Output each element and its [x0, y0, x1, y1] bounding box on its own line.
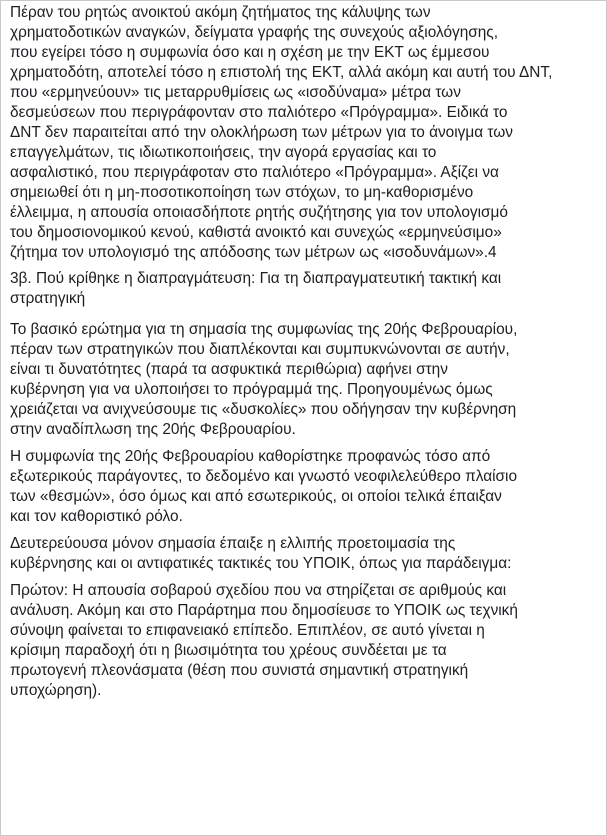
paragraph-basic-question: Το βασικό ερώτημα για τη σημασία της συμφωνίας της 20ής Φεβρουαρίου, πέραν των στρατηγικών που διαπλέκονται και συμπυκνώνονται σε αυτήν, είναι τι δυνατότητες (παρά τα ασφυκτικά περιθώρια) αφήνει στην κυβέρνηση για να υλοποιήσει το πρόγραμμά της. Προηγουμένως όμως χρειάζεται να ανιχνεύσουμε τις «δυσκολίες» που οδήγησαν την κυβέρνηση στην αναδίπλωση της 20ής Φεβρουαρίου.: [10, 321, 518, 438]
paragraph-agreement-factors: Η συμφωνία της 20ής Φεβρουαρίου καθορίστηκε προφανώς τόσο από εξωτερικούς παράγοντες, το δεδομένο και γνωστό νεοφιλελεύθερο πλαίσιο των «θεσμών», όσο όμως και από εσωτερικούς, οι οποίοι τελικά έπαιξαν και τον καθοριστικό ρόλο.: [10, 448, 518, 525]
paragraph-first-point: Πρώτον: Η απουσία σοβαρού σχεδίου που να στηρίζεται σε αριθμούς και ανάλυση. Ακόμη και στο Παράρτημα που δημοσίευσε το ΥΠΟΙΚ ως τεχνική σύνοψη φαίνεται το επιφανειακό επίπεδο. Επιπλέον, σε αυτό γίνεται η κρίσιμη παραδοχή ότι η βιωσιμότητα του χρέους συνδέεται με τα πρωτογενή πλεονάσματα (θέση που συνιστά σημαντική στρατηγική υποχώρηση).: [10, 582, 518, 699]
paragraph-secondary-importance: Δευτερεύουσα μόνον σημασία έπαιξε η ελλιπής προετοιμασία της κυβέρνησης και οι αντιφατικές τακτικές του ΥΠΟΙΚ, όπως για παράδειγμα:: [10, 535, 512, 572]
document-body: [1, 1, 606, 701]
paragraph-fiscal-gap: Πέραν του ρητώς ανοικτού ακόμη ζητήματος της κάλυψης των χρηματοδοτικών αναγκών, δείγματα γραφής της συνεχούς αξιολόγησης, που εγείρει τόσο η συμφωνία όσο και η σχέση με την ΕΚΤ ως έμμεσου χρηματοδότη, αποτελεί τόσο η επιστολή της ΕΚΤ, αλλά ακόμη και αυτή του ΔΝΤ, που «ερμηνεύουν» τις μεταρρυθμίσεις ως «ισοδύναμα» μέτρα των δεσμεύσεων που περιγράφονταν στο παλιότερο «Πρόγραμμα». Ειδικά το ΔΝΤ δεν παραιτείται από την ολοκλήρωση των μέτρων για το άνοιγμα των επαγγελμάτων, τις ιδιωτικοποιήσεις, την αγορά εργασίας και το ασφαλιστικό, που περιγράφοταν στο παλιότερο «Πρόγραμμα». Αξίζει να σημειωθεί ότι η μη-ποσοτικοποίηση των στόχων, το μη-καθορισμένο έλλειμμα, η απουσία οποιασδήποτε ρητής συζήτησης για τον υπολογισμό του δημοσιονομικού κενού, καθιστά ανοικτό και συνεχώς «ερμηνεύσιμο» ζήτημα τον υπολογισμό της απόδοσης των μέτρων ως «ισοδυνάμων».4: [10, 4, 553, 261]
section-heading-3b: 3β. Πού κρίθηκε η διαπραγμάτευση: Για τη διαπραγματευτική τακτική και στρατηγική: [10, 270, 502, 307]
